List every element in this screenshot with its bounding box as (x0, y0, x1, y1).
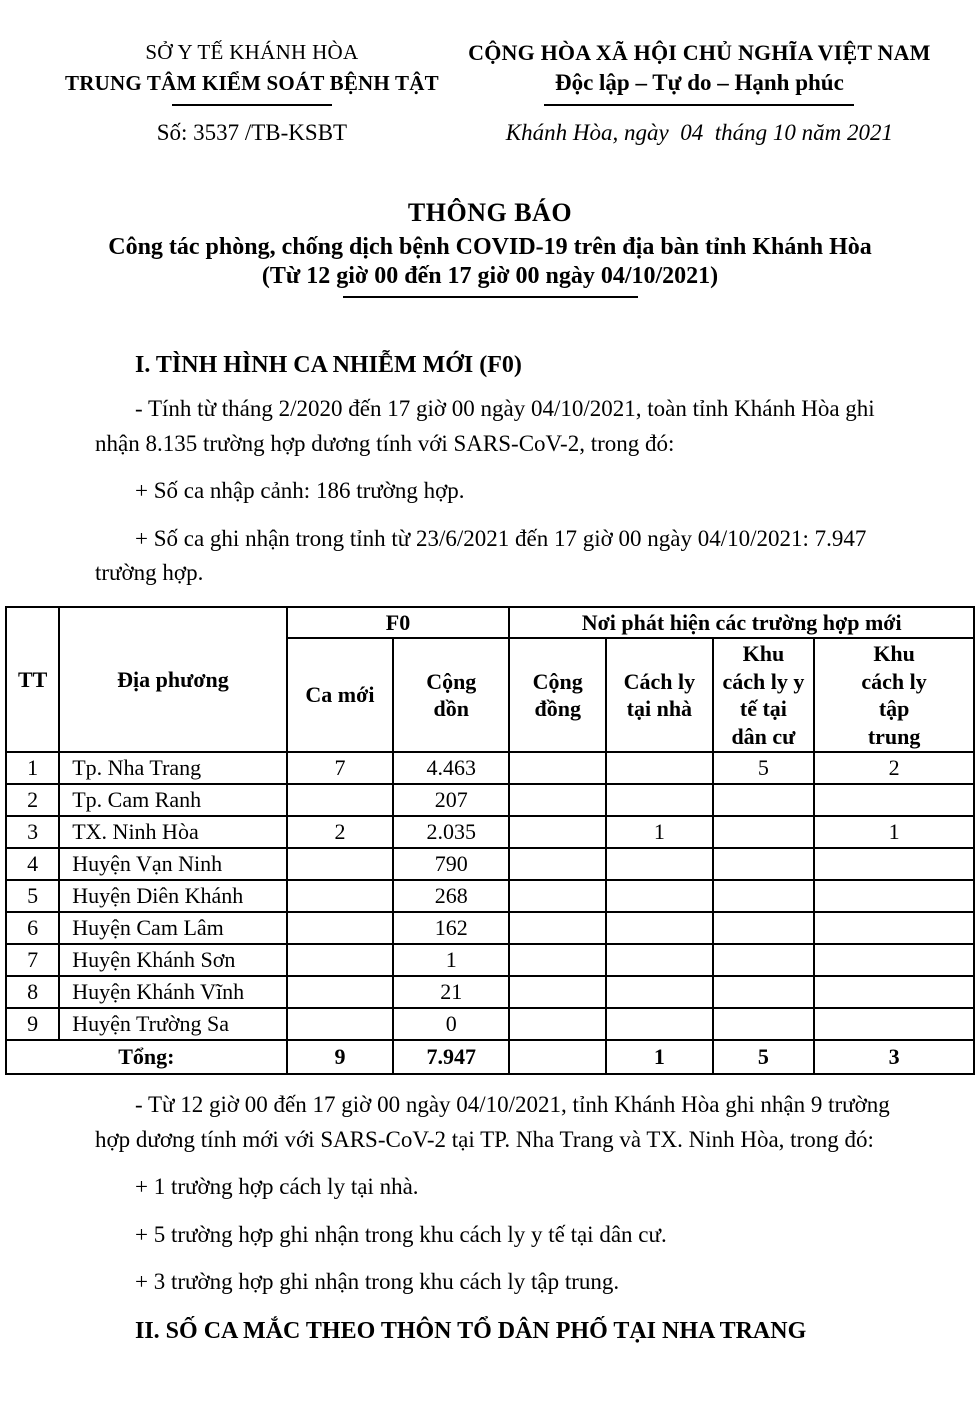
cell-tt: 8 (6, 976, 59, 1008)
cell-tt: 6 (6, 912, 59, 944)
header-tt: TT (6, 607, 59, 753)
cell-cach_ly_tai_nha: 1 (606, 816, 712, 848)
cell-cach_ly_tai_nha (606, 784, 712, 816)
header-cach-ly-tai-nha (606, 638, 712, 752)
paragraph-concentrated-zone: + 3 trường hợp ghi nhận trong khu cách ly tập trung. (135, 1269, 620, 1294)
cell-tt: 3 (6, 816, 59, 848)
cell-cong_don: 0 (393, 1008, 509, 1040)
table-total-row (6, 1040, 974, 1074)
cell-dia_phuong: Huyện Khánh Sơn (59, 944, 286, 976)
cell-khu_cach_ly_tap_trung (814, 976, 974, 1008)
title-underline (343, 296, 638, 298)
cell-khu_cach_ly_y_te (713, 944, 815, 976)
table-row (6, 816, 974, 848)
cell-cach_ly_tai_nha (606, 976, 712, 1008)
cell-ca_moi (287, 1008, 393, 1040)
cell-cong_don: 207 (393, 784, 509, 816)
cell-khu_cach_ly_y_te (713, 784, 815, 816)
table-row (6, 1008, 974, 1040)
cell-dia_phuong: Huyện Vạn Ninh (59, 848, 286, 880)
header-khu-cach-ly-tap-trung (814, 638, 974, 752)
cell-cach_ly_tai_nha (606, 1008, 712, 1040)
cases-by-locality-table (5, 606, 975, 1076)
cell-cong_dong (509, 944, 606, 976)
national-title: CỘNG HÒA XÃ HỘI CHỦ NGHĨA VIỆT NAM (468, 40, 931, 65)
issuing-org-block (55, 40, 449, 146)
cell-cach_ly_tai_nha (606, 912, 712, 944)
cell-cach_ly_tai_nha (606, 848, 712, 880)
cell-dia_phuong: Tp. Cam Ranh (59, 784, 286, 816)
header-ca-moi-label: Ca mới (305, 682, 375, 708)
cell-total-khu_cach_ly_y_te: 5 (713, 1040, 815, 1074)
cell-tt: 2 (6, 784, 59, 816)
document-number: Số: 3537 /TB-KSBT (156, 120, 348, 145)
org-name: TRUNG TÂM KIỂM SOÁT BỆNH TẬT (65, 71, 439, 95)
cell-cong_don: 162 (393, 912, 509, 944)
header-cong-don (393, 638, 509, 752)
cell-khu_cach_ly_tap_trung: 2 (814, 752, 974, 784)
table-body (6, 752, 974, 1040)
cell-cong_dong (509, 880, 606, 912)
section-1-summary (95, 1088, 918, 1345)
table-row (6, 752, 974, 784)
cell-cong_dong (509, 976, 606, 1008)
header-khu-cach-ly-y-te (713, 638, 815, 752)
cell-cong_dong (509, 752, 606, 784)
header-ca-moi (287, 638, 393, 752)
cell-tt: 7 (6, 944, 59, 976)
document-title-block (0, 198, 980, 298)
cell-dia_phuong: Huyện Cam Lâm (59, 912, 286, 944)
cell-khu_cach_ly_tap_trung (814, 880, 974, 912)
cell-dia_phuong: Huyện Trường Sa (59, 1008, 286, 1040)
cell-total-cach_ly_tai_nha: 1 (606, 1040, 712, 1074)
table-row (6, 976, 974, 1008)
cell-ca_moi (287, 784, 393, 816)
cell-cong_dong (509, 784, 606, 816)
cell-tt: 1 (6, 752, 59, 784)
header-f0: F0 (287, 607, 510, 639)
table-row (6, 848, 974, 880)
cell-total-cong_don: 7.947 (393, 1040, 509, 1074)
place-and-date: Khánh Hòa, ngày 04 tháng 10 năm 2021 (505, 120, 893, 145)
cell-cong_don: 2.035 (393, 816, 509, 848)
cell-tt: 5 (6, 880, 59, 912)
cell-ca_moi (287, 848, 393, 880)
cell-cong_dong (509, 816, 606, 848)
cell-ca_moi (287, 976, 393, 1008)
cell-ca_moi (287, 912, 393, 944)
table-row (6, 944, 974, 976)
cell-total-khu_cach_ly_tap_trung: 3 (814, 1040, 974, 1074)
national-header-block (449, 40, 950, 146)
cell-khu_cach_ly_y_te (713, 976, 815, 1008)
cell-cong_dong (509, 912, 606, 944)
header-cach-ly-tai-nha-label: Cách ly tại nhà (623, 668, 696, 721)
cell-cong_don: 1 (393, 944, 509, 976)
org-underline (172, 104, 332, 106)
cell-cong_don: 21 (393, 976, 509, 1008)
paragraph-imported-cases: + Số ca nhập cảnh: 186 trường hợp. (135, 478, 465, 503)
cell-khu_cach_ly_y_te (713, 880, 815, 912)
cell-ca_moi: 2 (287, 816, 393, 848)
cell-tt: 9 (6, 1008, 59, 1040)
section-2-heading: II. SỐ CA MẮC THEO THÔN TỔ DÂN PHỐ TẠI NHA TRANG (135, 1317, 807, 1344)
cell-dia_phuong: TX. Ninh Hòa (59, 816, 286, 848)
header-cong-don-label: Cộng dồn (426, 668, 477, 721)
cell-khu_cach_ly_y_te (713, 848, 815, 880)
section-1 (95, 352, 918, 591)
cell-cong_dong (509, 848, 606, 880)
table-row (6, 880, 974, 912)
document-subtitle: Công tác phòng, chống dịch bệnh COVID-19 trên địa bàn tỉnh Khánh Hòa (108, 234, 872, 260)
cell-khu_cach_ly_y_te (713, 912, 815, 944)
table-row (6, 784, 974, 816)
cell-khu_cach_ly_y_te: 5 (713, 752, 815, 784)
header-cong-dong-label: Cộng đồng (532, 668, 583, 721)
cell-cong_don: 268 (393, 880, 509, 912)
cell-dia_phuong: Huyện Khánh Vĩnh (59, 976, 286, 1008)
cell-cach_ly_tai_nha (606, 944, 712, 976)
cell-khu_cach_ly_y_te (713, 1008, 815, 1040)
header-dia-phuong: Địa phương (59, 607, 286, 753)
cell-cach_ly_tai_nha (606, 880, 712, 912)
cell-ca_moi: 7 (287, 752, 393, 784)
header-noi-phat-hien: Nơi phát hiện các trường hợp mới (509, 607, 974, 639)
cell-cach_ly_tai_nha (606, 752, 712, 784)
cell-ca_moi (287, 944, 393, 976)
section-1-heading: I. TÌNH HÌNH CA NHIỄM MỚI (F0) (135, 352, 522, 378)
cell-khu_cach_ly_tap_trung (814, 784, 974, 816)
cell-dia_phuong: Huyện Diên Khánh (59, 880, 286, 912)
document-title: THÔNG BÁO (407, 198, 573, 227)
table-header (6, 607, 974, 753)
cell-khu_cach_ly_tap_trung: 1 (814, 816, 974, 848)
parent-org-name: SỞ Y TẾ KHÁNH HÒA (145, 40, 359, 64)
motto-underline (544, 104, 854, 106)
table-header-row-1 (6, 607, 974, 639)
header-khu-cach-ly-y-te-label: Khu cách ly y tế tại dân cư (722, 641, 805, 749)
cell-khu_cach_ly_tap_trung (814, 848, 974, 880)
paragraph-medical-zone: + 5 trường hợp ghi nhận trong khu cách ly y tế tại dân cư. (135, 1221, 667, 1247)
table-footer (6, 1040, 974, 1074)
cell-cong_don: 790 (393, 848, 509, 880)
header-khu-cach-ly-tap-trung-label: Khu cách ly tập trung (861, 641, 927, 749)
cell-ca_moi (287, 880, 393, 912)
cell-khu_cach_ly_y_te (713, 816, 815, 848)
header-cong-dong (509, 638, 606, 752)
document-header (0, 40, 980, 146)
paragraph-new-cases: - Từ 12 giờ 00 đến 17 giờ 00 ngày 04/10/2021, tỉnh Khánh Hòa ghi nhận 9 trường hợp dương tính mới với SARS-CoV-2 tại TP. Nha Trang và TX. Ninh Hòa, trong đó: (95, 1092, 890, 1152)
cell-cong_dong (509, 1008, 606, 1040)
cell-dia_phuong: Tp. Nha Trang (59, 752, 286, 784)
paragraph-domestic-cases: + Số ca ghi nhận trong tỉnh từ 23/6/2021 đến 17 giờ 00 ngày 04/10/2021: 7.947 trường hợp. (95, 525, 867, 585)
table-row (6, 912, 974, 944)
cell-total-cong_dong (509, 1040, 606, 1074)
cell-khu_cach_ly_tap_trung (814, 944, 974, 976)
cell-khu_cach_ly_tap_trung (814, 1008, 974, 1040)
paragraph-total-cases: - Tính từ tháng 2/2020 đến 17 giờ 00 ngày 04/10/2021, toàn tỉnh Khánh Hòa ghi nhận 8.135 trường hợp dương tính với SARS-CoV-2, trong đó: (95, 396, 875, 456)
cell-khu_cach_ly_tap_trung (814, 912, 974, 944)
paragraph-home-quarantine: + 1 trường hợp cách ly tại nhà. (135, 1174, 419, 1199)
cell-tt: 4 (6, 848, 59, 880)
document-time-range: (Từ 12 giờ 00 đến 17 giờ 00 ngày 04/10/2021) (261, 263, 719, 289)
cell-total-ca_moi: 9 (287, 1040, 393, 1074)
cell-cong_don: 4.463 (393, 752, 509, 784)
cell-total-label: Tổng: (6, 1040, 287, 1074)
national-motto: Độc lập – Tự do – Hạnh phúc (554, 70, 844, 95)
